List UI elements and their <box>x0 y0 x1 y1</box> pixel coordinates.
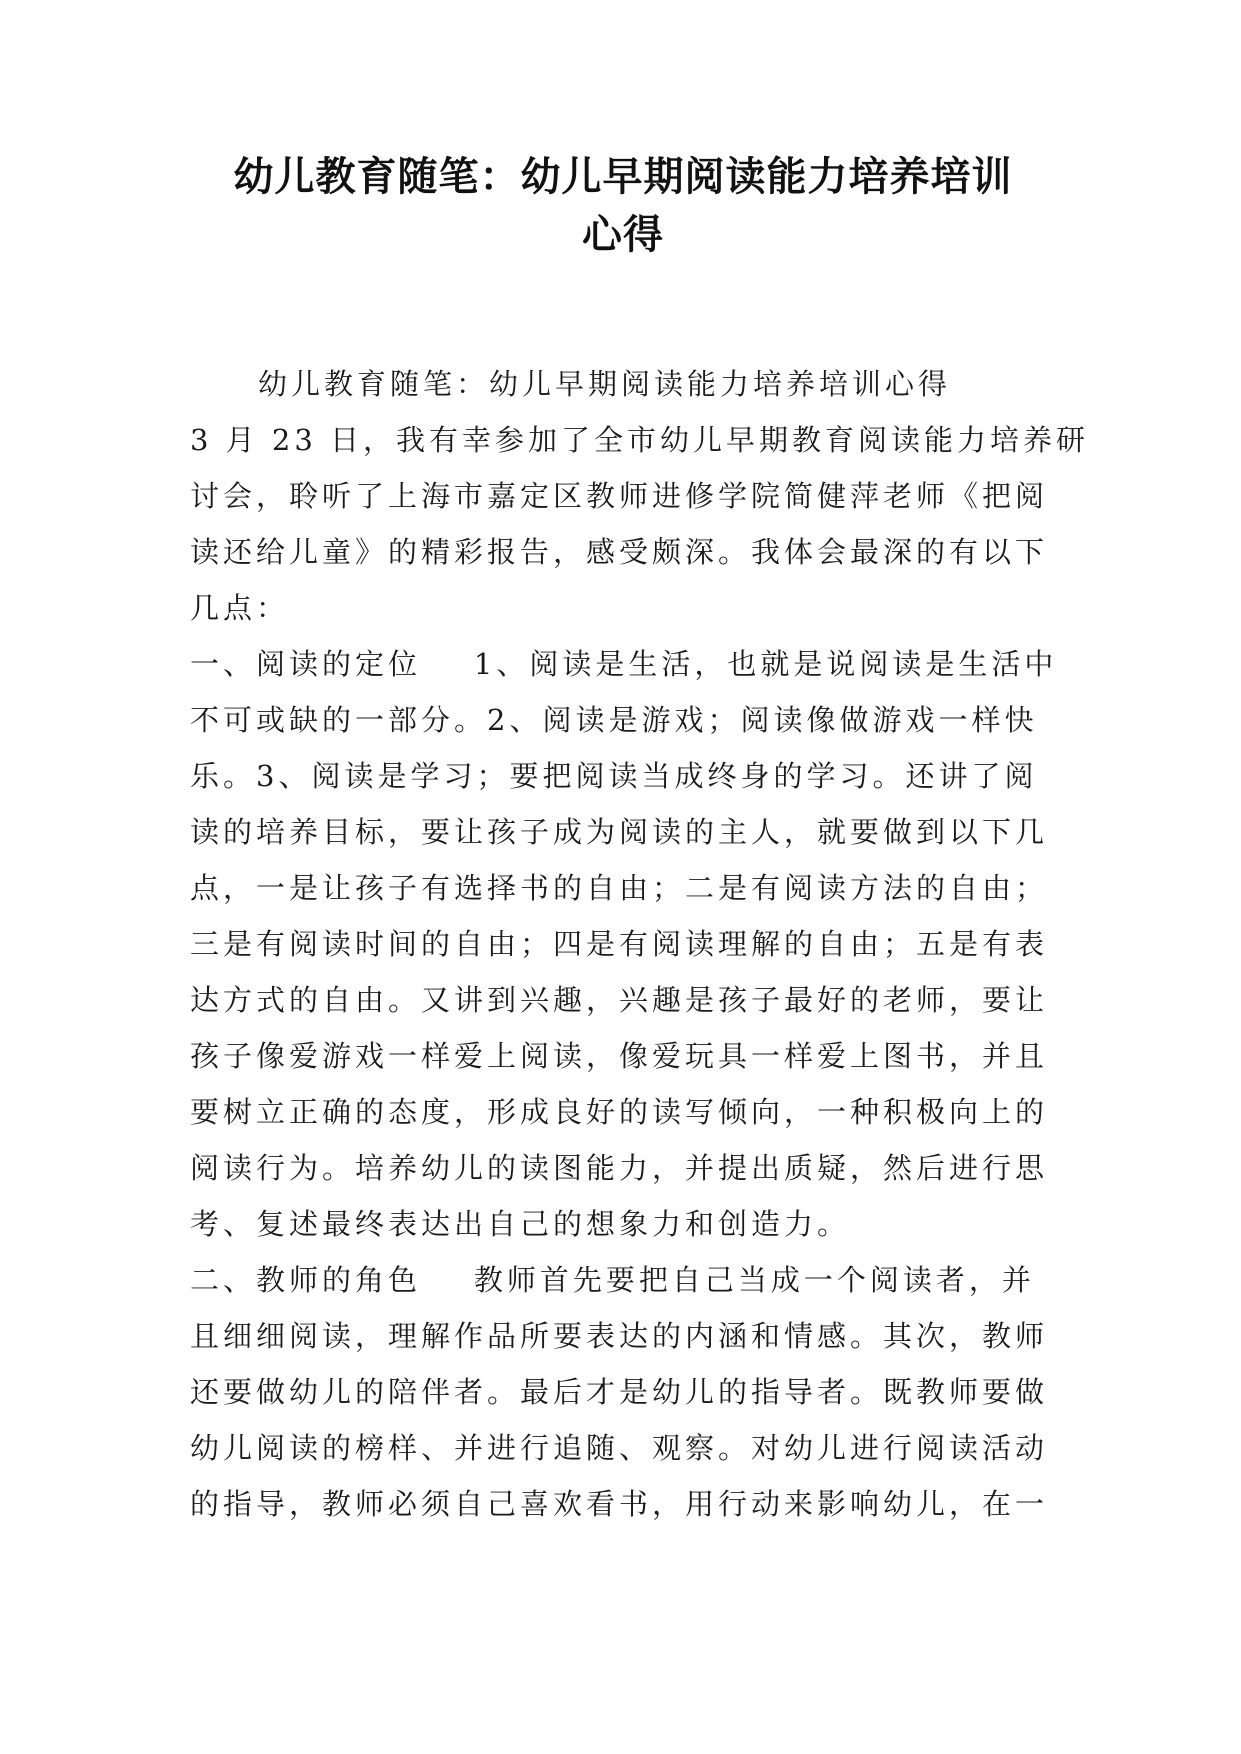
body-line: 读还给儿童》的精彩报告，感受颇深。我体会最深的有以下 <box>190 535 1049 569</box>
document-body <box>190 356 1090 1532</box>
body-line: 阅读行为。培养幼儿的读图能力，并提出质疑，然后进行思 <box>190 1151 1049 1185</box>
body-line: 一、阅读的定位 1、阅读是生活，也就是说阅读是生活中 <box>190 647 1058 681</box>
body-subtitle-line: 幼儿教育随笔：幼儿早期阅读能力培养培训心得 <box>258 367 952 401</box>
body-line: 要树立正确的态度，形成良好的读写倾向，一种积极向上的 <box>190 1095 1049 1129</box>
body-line: 3 月 23 日，我有幸参加了全市幼儿早期教育阅读能力培养研 <box>190 423 1090 457</box>
body-line: 达方式的自由。又讲到兴趣，兴趣是孩子最好的老师，要让 <box>190 983 1049 1017</box>
body-line: 还要做幼儿的陪伴者。最后才是幼儿的指导者。既教师要做 <box>190 1375 1049 1409</box>
body-line: 孩子像爱游戏一样爱上阅读，像爱玩具一样爱上图书，并且 <box>190 1039 1049 1073</box>
title-line: 心得 <box>582 211 664 258</box>
body-line: 三是有阅读时间的自由；四是有阅读理解的自由；五是有表 <box>190 927 1049 961</box>
body-line: 且细细阅读，理解作品所要表达的内涵和情感。其次，教师 <box>190 1319 1049 1353</box>
body-line: 幼儿阅读的榜样、并进行追随、观察。对幼儿进行阅读活动 <box>190 1431 1049 1465</box>
body-line: 几点： <box>190 591 290 625</box>
body-line: 考、复述最终表达出自己的想象力和创造力。 <box>190 1207 851 1241</box>
body-line: 读的培养目标，要让孩子成为阅读的主人，就要做到以下几 <box>190 815 1049 849</box>
body-line: 乐。3、阅读是学习；要把阅读当成终身的学习。还讲了阅 <box>190 759 1038 793</box>
body-line: 讨会，聆听了上海市嘉定区教师进修学院简健萍老师《把阅 <box>190 479 1049 513</box>
title-line: 幼儿教育随笔：幼儿早期阅读能力培养培训 <box>233 153 1013 200</box>
body-line: 点，一是让孩子有选择书的自由；二是有阅读方法的自由； <box>190 871 1049 905</box>
body-line: 二、教师的角色 教师首先要把自己当成一个阅读者，并 <box>190 1263 1035 1297</box>
document-title <box>188 148 1058 264</box>
body-line: 的指导，教师必须自己喜欢看书，用行动来影响幼儿，在一 <box>190 1487 1049 1521</box>
body-line: 不可或缺的一部分。2、阅读是游戏；阅读像做游戏一样快 <box>190 703 1038 737</box>
